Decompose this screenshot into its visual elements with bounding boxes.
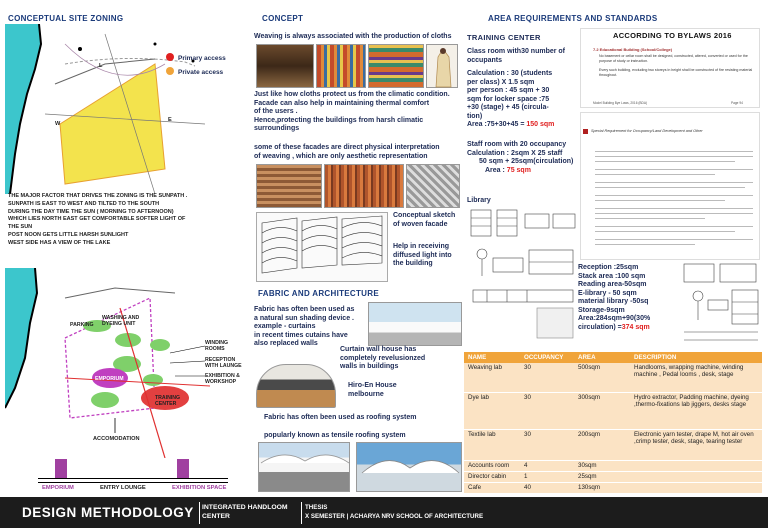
sketch-caption: Conceptual sketch of woven facade [393,212,456,228]
hiro-en-photo [256,364,336,408]
library-area-list: Reception :25sqm Stack area :100 sqm Reading area-50sqm E-library - 50 sqm material library -50sq Storage-9sqm Area:284sqm+90(30% circulation) =374 sqm [578,264,651,331]
zoning-header: CONCEPTUAL SITE ZONING [8,14,124,23]
staff-calc: Staff room with 20 occupancy Calculation : 2sqm X 25 staff 50 sqm + 25sqm(circulation) Area : 75 sqm [467,141,574,174]
legend-private: Private access [178,69,224,76]
entry-exhibition: EXHIBITION SPACE [172,485,227,491]
bubble-winding: WINDING ROOMS [205,340,229,352]
entry-emporium: EMPORIUM [42,485,74,491]
footer-bar [0,497,768,528]
staff-area-value: 75 sqm [506,166,531,174]
footer-title: DESIGN METHODOLOGY [22,505,194,520]
saree-photo [426,44,458,88]
loom-photo [256,44,314,88]
footer-project-2: CENTER [202,513,230,520]
bubble-reception: RECEPTION WITH LAUNGE [205,357,242,369]
bylaw-bullet [583,129,588,134]
hiro-caption: Hiro-En House melbourne [348,382,397,398]
site-zoning-map [5,24,250,194]
table-row: Accounts room 4 30sqm [464,460,762,471]
furniture-sketches-right [680,262,762,347]
label-l: L [99,63,103,69]
footer-thesis: THESIS [305,504,328,511]
bubble-parking: PARKING [70,322,94,328]
entry-line [38,478,228,479]
classroom-calc: Class room with30 number of occupants Calculation : 30 (students per class) X 1.5 sqm per person : 45 sqm + 30 sqm for locker space :75 +30 (stage) + 45 (circula- tion) Area :75+30+45 = 150 sqm [467,48,566,128]
tensile-roof-photo-2 [356,442,462,492]
fabric-photo [368,44,424,88]
bylaws-title: ACCORDING TO BYLAWS 2016 [613,31,732,40]
footer-divider-1 [199,502,200,524]
bubble-exhibition: EXHIBITION & WORKSHOP [205,373,240,385]
bylaw-doc-page-2 [580,112,760,260]
bylaw-special-section: Special Requirement for Occupancy/Land Development and Other [591,129,703,133]
label-e: E [168,117,172,123]
area-header: AREA REQUIREMENTS AND STANDARDS [488,14,658,23]
bylaw-section-title: 7.2 Educational Building (School/College) [593,47,673,52]
fabric-text: Fabric has often been used as a natural sun shading device . example - curtains in recent times cutains have also replaced walls [254,306,355,347]
library-title: Library [467,197,491,204]
bubble-accomodation: ACCOMODATION [93,436,140,442]
table-row: Weaving lab 30 500sqm Handlooms, wrapping machine, winding machine , Pedal looms , desk, stage [464,363,762,392]
footer-school: X SEMESTER | ACHARYA NRV SCHOOL OF ARCHITECTURE [305,513,484,520]
concept-header: CONCEPT [262,14,304,23]
bylaw-line-2: Every such building, excluding two storeys in height shall be constructed of fire resisting material throughout. [599,68,753,77]
concept-weaving-text: Weaving is always associated with the production of cloths [254,33,452,40]
area-value: 150 sqm [526,121,555,128]
tensile-roof-photo-1 [258,442,350,492]
table-row: Director cabin 1 25sqm [464,471,762,482]
footer-divider-2 [301,502,302,524]
sunpath-text: THE MAJOR FACTOR THAT DRIVES THE ZONING IS THE SUNPATH . SUNPATH IS EAST TO WEST AND TILTED TO THE SOUTH DURING THE DAY TIME THE SUN ( MORNING TO AFTERNOON) WHICH LIES NORTH EAST GET COMFORTABLE SOFTER LIGHT OF THE SUN POST NOON GETS LITTLE HARSH SUNLIGHT WEST SIDE HAS A VIEW OF THE LAKE [8,193,188,246]
legend-primary: Primary access [178,55,226,62]
bubble-emporium: EMPORIUM [95,376,124,382]
bylaw-foot-left: Model Building Bye Laws, 2016 (BDA) [593,101,648,105]
concept-facade-text: Just like how cloths protect us from the climatic condition. Facade can also help in maintaining thermal comfort of the users . Hence,protecting the buildings from harsh climatic surroundings [254,91,450,132]
area-requirements-table [464,352,762,494]
col-name: NAME [464,352,520,363]
exhibition-block [177,459,189,479]
sketch-help: Help in receiving diffused light into the building [393,243,452,267]
concept-physical-text: some of these facades are direct physical interpretation of weaving , which are only aesthetic representation [254,144,440,160]
bylaw-foot-right: Page 94 [731,101,743,105]
bylaw-line-1: No basement or cellar room shall be designed, constructed, altered, converted or used for the purpose of study or instruction. [599,54,748,63]
training-center-title: TRAINING CENTER [467,33,541,42]
bubble-training: TRAINING CENTER [155,395,181,407]
table-row: Dye lab 30 300sqm Hydro extractor, Padding machine, dyeing ,thermo-fixations lab jiggers, desks stage [464,392,762,429]
library-area-value: 374 sqm [621,323,650,331]
facade-photo-3 [406,164,460,208]
woven-facade-sketch [256,212,388,282]
label-w: W [55,121,61,127]
col-occupancy: OCCUPANCY [520,352,574,363]
footer-project-1: INTEGRATED HANDLOOM [202,504,288,511]
table-row: Cafe 40 130sqm [464,482,762,493]
library-furniture-sketches [467,206,579,346]
curtain-wall-text: Curtain wall house has completely revelusionzed walls in buildings [340,346,426,370]
col-area: AREA [574,352,630,363]
area-line: Area :75+30+45 = [467,121,527,128]
emporium-block [55,459,67,479]
col-description: DESCRIPTION [630,352,762,363]
facade-photo-2 [324,164,404,208]
curtain-house-photo [368,302,462,346]
table-row: Textile lab 30 200sqm Electronic yarn tester, drape M, hot air oven ,crimp tester, desk, stage, tearing tester [464,429,762,460]
roofing-text-2: popularly known as tensile roofing system [264,432,406,439]
facade-photo-1 [256,164,322,208]
bubble-washing: WASHING AND DYEING UNIT [102,315,140,327]
entry-line-2 [38,482,228,483]
bylaw-doc-page-1 [580,28,760,108]
threads-photo [316,44,366,88]
fabric-header: FABRIC AND ARCHITECTURE [258,289,379,298]
roofing-text-1: Fabric has often been used as roofing system [264,414,417,421]
entry-lounge: ENTRY LOUNGE [100,485,146,491]
